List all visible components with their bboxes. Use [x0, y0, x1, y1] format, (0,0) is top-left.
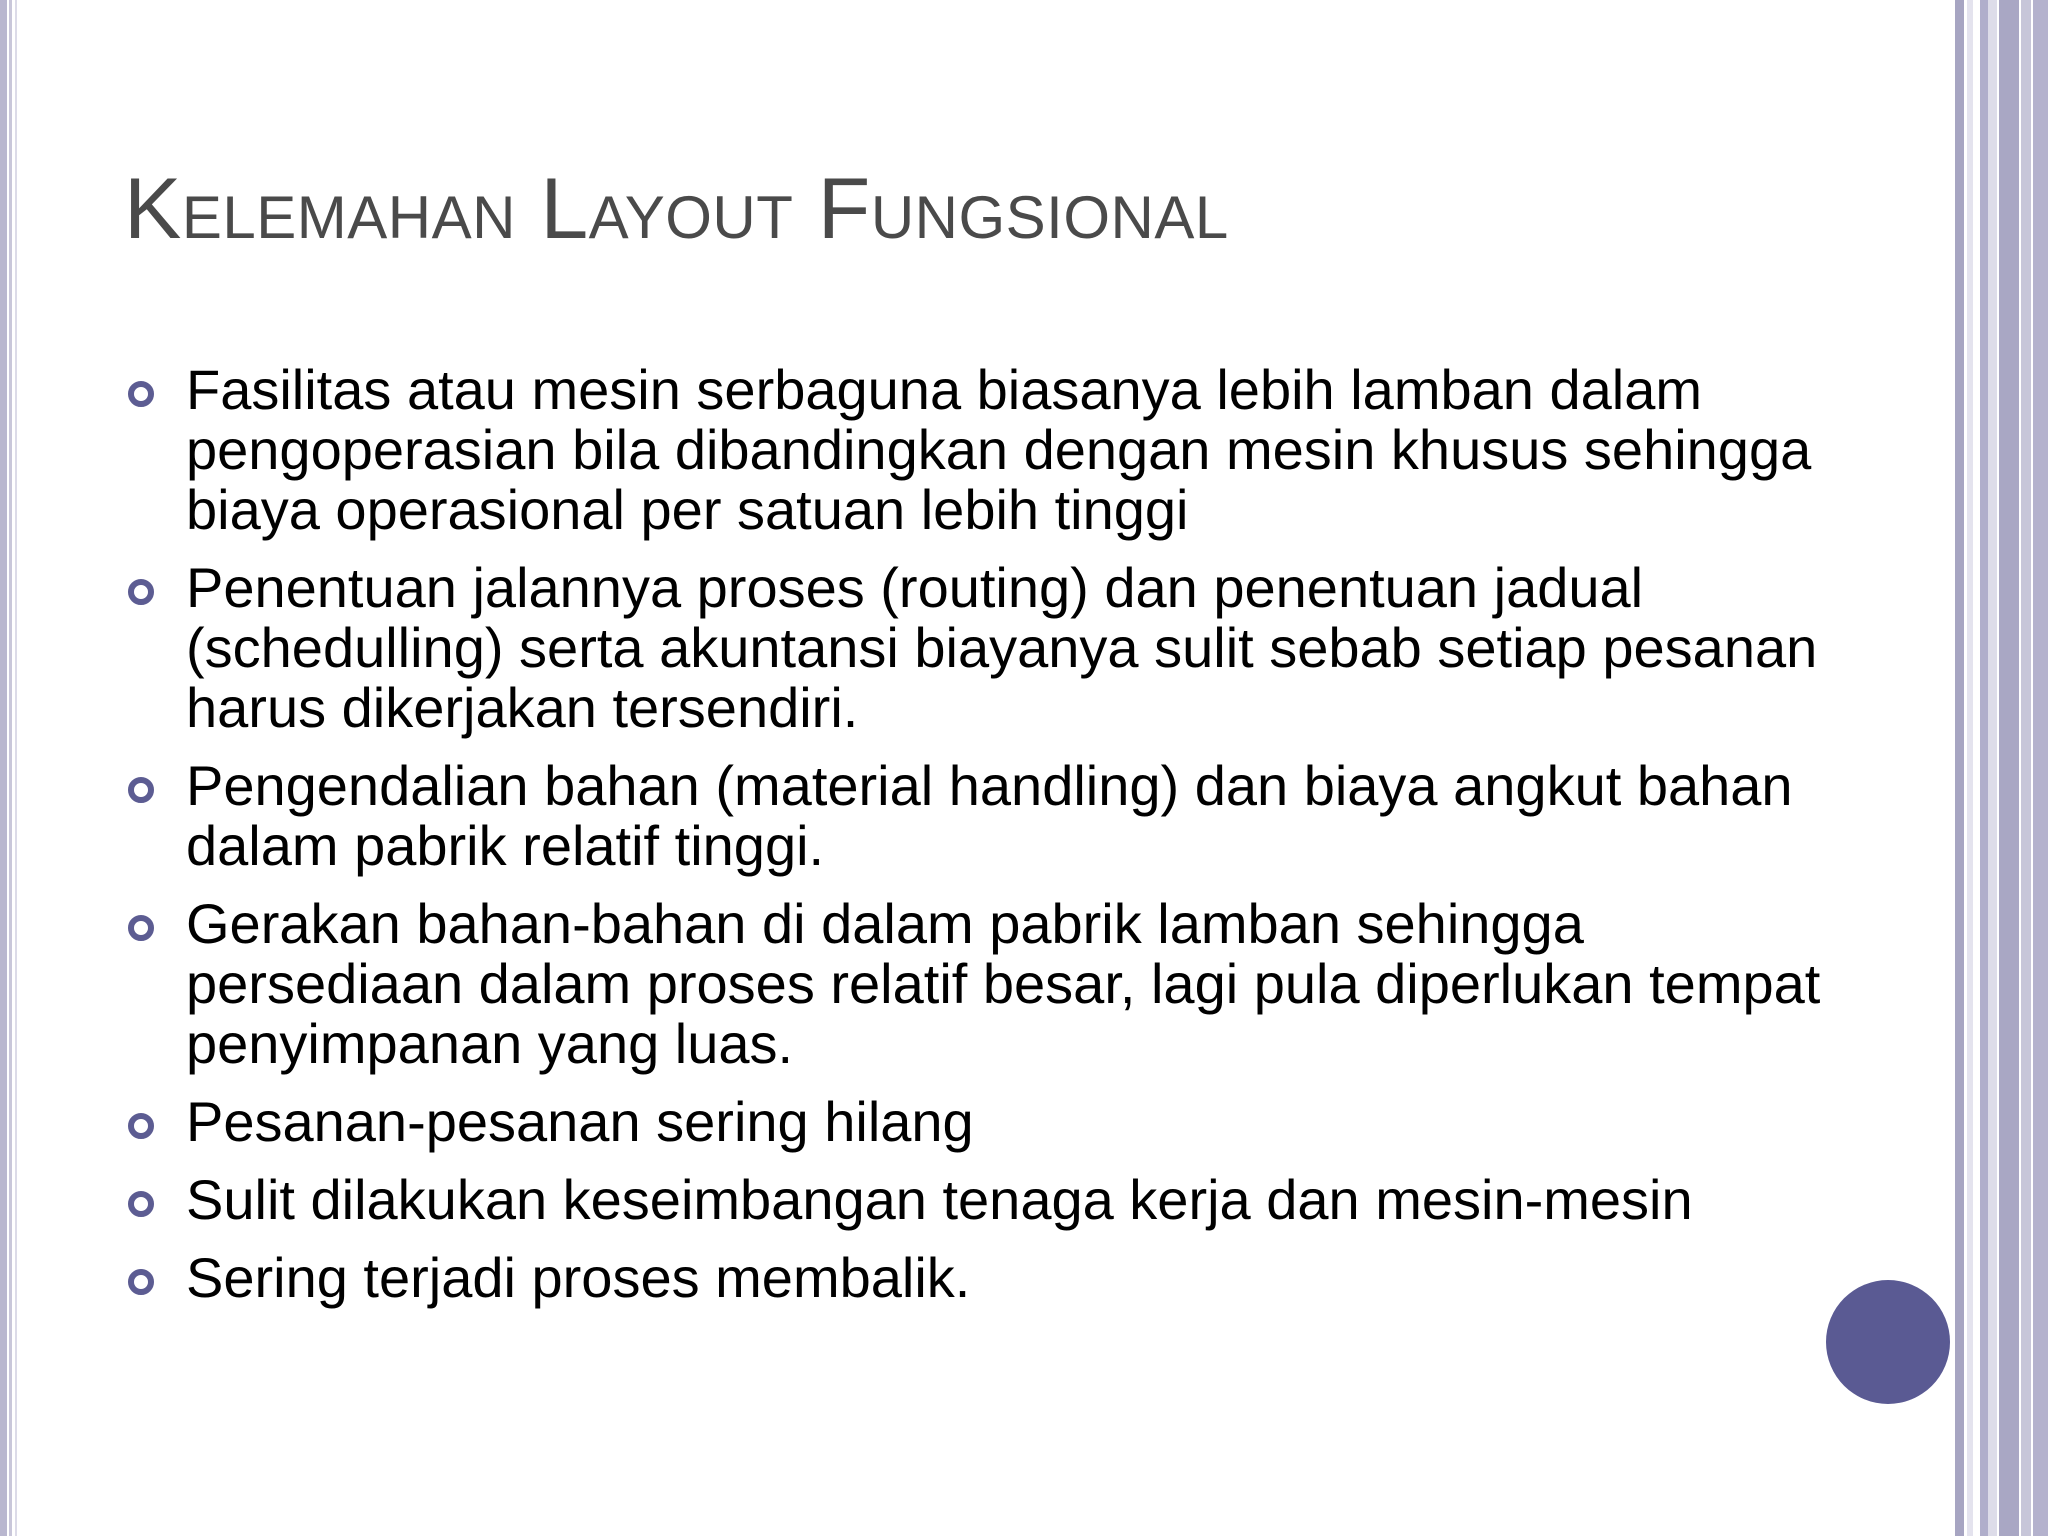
bullet-text: Fasilitas atau mesin serbaguna biasanya lebih lamban dalam pengoperasian bila dibandingkan dengan mesin khusus sehingga biaya operasional per satuan lebih tinggi — [186, 358, 1812, 541]
bullet-list — [128, 360, 1828, 1326]
bullet-item — [128, 1248, 1828, 1308]
right-stripes-decoration — [1955, 0, 2048, 1536]
bullet-item — [128, 360, 1828, 540]
bullet-text: Sulit dilakukan keseimbangan tenaga kerja dan mesin-mesin — [186, 1168, 1693, 1231]
bullet-circle-icon — [128, 915, 154, 941]
bullet-item — [128, 1170, 1828, 1230]
bullet-circle-icon — [128, 1191, 154, 1217]
slide-title: Kelemahan Layout Fungsional — [124, 160, 1229, 257]
bullet-text: Penentuan jalannya proses (routing) dan penentuan jadual (schedulling) serta akuntansi biayanya sulit sebab setiap pesanan harus dikerjakan tersendiri. — [186, 556, 1818, 739]
bullet-circle-icon — [128, 777, 154, 803]
bullet-text: Pengendalian bahan (material handling) dan biaya angkut bahan dalam pabrik relatif tinggi. — [186, 754, 1793, 877]
bullet-item — [128, 1092, 1828, 1152]
left-border-decoration — [0, 0, 22, 1536]
bullet-circle-icon — [128, 381, 154, 407]
bullet-text: Sering terjadi proses membalik. — [186, 1246, 971, 1309]
bullet-text: Pesanan-pesanan sering hilang — [186, 1090, 974, 1153]
bullet-circle-icon — [128, 1113, 154, 1139]
bullet-text: Gerakan bahan-bahan di dalam pabrik lamban sehingga persediaan dalam proses relatif besar, lagi pula diperlukan tempat penyimpanan yang luas. — [186, 892, 1821, 1075]
bullet-item — [128, 894, 1828, 1074]
bullet-circle-icon — [128, 579, 154, 605]
bullet-item — [128, 558, 1828, 738]
bullet-circle-icon — [128, 1269, 154, 1295]
filled-circle-icon — [1826, 1280, 1950, 1404]
bullet-item — [128, 756, 1828, 876]
